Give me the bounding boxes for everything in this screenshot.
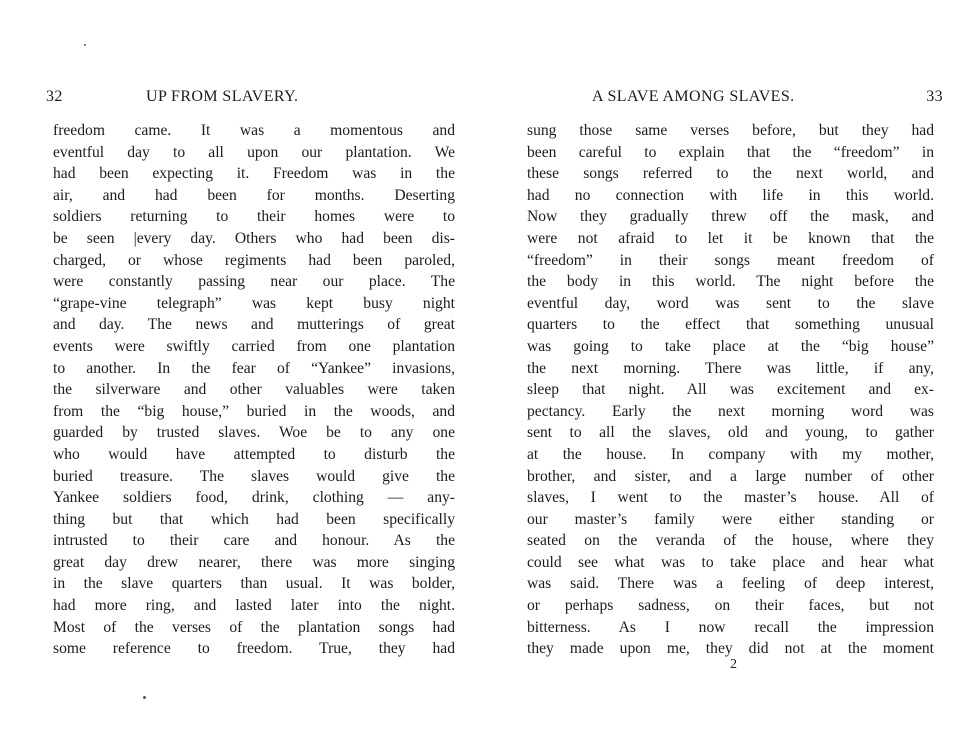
- text-line: had been expecting it. Freedom was in the: [53, 165, 455, 183]
- text-line: seated on the veranda of the house, where they: [527, 532, 934, 550]
- text-line: sleep that night. All was excitement and ex-: [527, 381, 934, 399]
- text-line: been careful to explain that the “freedom” in: [527, 143, 934, 161]
- text-line: who would have attempted to disturb the: [53, 445, 455, 463]
- text-line: freedom came. It was a momentous and: [53, 122, 455, 139]
- text-line: great day drew nearer, there was more singing: [53, 553, 455, 571]
- text-line: was said. There was a feeling of deep interest,: [527, 575, 934, 593]
- text-line: could see what was to take place and hear what: [527, 553, 934, 571]
- text-line: had more ring, and lasted later into the night.: [53, 597, 455, 615]
- text-line: quarters to the effect that something unusual: [527, 316, 934, 334]
- text-line: had no connection with life in this world.: [527, 186, 934, 204]
- text-line: sent to all the slaves, old and young, to gather: [527, 424, 934, 442]
- text-line: the silverware and other valuables were taken: [53, 381, 455, 399]
- text-line: brother, and sister, and a large number of other: [527, 467, 934, 485]
- text-line: “freedom” in their songs meant freedom of: [527, 251, 934, 269]
- right-page: [490, 0, 980, 745]
- text-line: they made upon me, they did not at the moment: [527, 640, 934, 658]
- text-line: pectancy. Early the next morning word was: [527, 402, 934, 420]
- text-line: or perhaps sadness, on their faces, but not: [527, 597, 934, 615]
- left-page-header: [46, 88, 456, 110]
- text-line: intrusted to their care and honour. As the: [53, 532, 455, 550]
- text-line: some reference to freedom. True, they had: [53, 640, 455, 658]
- right-page-header: [530, 88, 943, 110]
- signature-mark: 2: [730, 657, 737, 672]
- text-line: events were swiftly carried from one plantation: [53, 337, 455, 355]
- text-line: “grape-vine telegraph” was kept busy night: [53, 294, 455, 312]
- text-line: from the “big house,” buried in the woods, and: [53, 402, 455, 420]
- text-line: and day. The news and mutterings of great: [53, 316, 455, 334]
- text-line: eventful day, word was sent to the slave: [527, 294, 934, 312]
- left-page-number: 32: [46, 88, 63, 105]
- text-line: guarded by trusted slaves. Woe be to any one: [53, 424, 455, 442]
- text-line: at the house. In company with my mother,: [527, 445, 934, 463]
- text-line: buried treasure. The slaves would give the: [53, 467, 455, 485]
- text-line: thing but that which had been specifically: [53, 510, 455, 528]
- right-running-title: A SLAVE AMONG SLAVES.: [592, 88, 795, 105]
- text-line: soldiers returning to their homes were to: [53, 208, 455, 226]
- text-line: in the slave quarters than usual. It was bolder,: [53, 575, 455, 593]
- text-line: eventful day to all upon our plantation. We: [53, 143, 455, 161]
- text-line: Yankee soldiers food, drink, clothing — any-: [53, 489, 455, 507]
- text-line: to another. In the fear of “Yankee” invasions,: [53, 359, 455, 377]
- right-page-number: 33: [926, 88, 943, 105]
- paper-speck: [84, 44, 86, 46]
- text-line: were not afraid to let it be known that the: [527, 229, 934, 247]
- text-line: bitterness. As I now recall the impression: [527, 618, 934, 636]
- text-line: Now they gradually threw off the mask, and: [527, 208, 934, 226]
- text-line: charged, or whose regiments had been paroled,: [53, 251, 455, 269]
- text-line: these songs referred to the next world, and: [527, 165, 934, 183]
- paper-speck: [143, 696, 146, 699]
- text-line: be seen |every day. Others who had been dis-: [53, 229, 455, 247]
- text-line: the body in this world. The night before the: [527, 273, 934, 291]
- text-line: were constantly passing near our place. The: [53, 273, 455, 291]
- text-line: air, and had been for months. Deserting: [53, 186, 455, 204]
- text-line: our master’s family were either standing or: [527, 510, 934, 528]
- text-line: the next morning. There was little, if any,: [527, 359, 934, 377]
- left-body-text: [53, 120, 455, 660]
- text-line: Most of the verses of the plantation songs had: [53, 618, 455, 636]
- right-body-text: [527, 120, 934, 660]
- left-running-title: UP FROM SLAVERY.: [146, 88, 299, 105]
- text-line: sung those same verses before, but they had: [527, 122, 934, 139]
- text-line: slaves, I went to the master’s house. All of: [527, 489, 934, 507]
- text-line: was going to take place at the “big house”: [527, 337, 934, 355]
